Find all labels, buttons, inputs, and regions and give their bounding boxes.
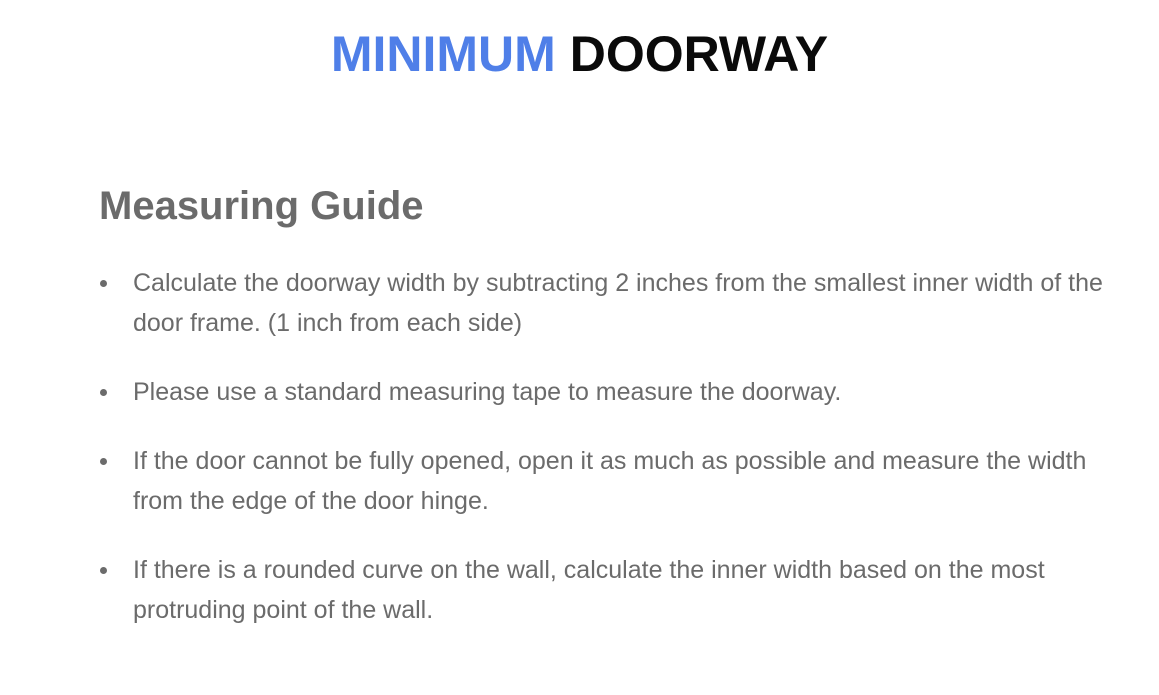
bullet-icon [100, 280, 107, 287]
list-item [0, 372, 1159, 412]
list-item-text: Please use a standard measuring tape to measure the doorway. [133, 378, 842, 406]
list-item [0, 441, 1159, 521]
title-main: DOORWAY [569, 26, 829, 82]
bullet-icon [100, 389, 107, 396]
bullet-icon [100, 567, 107, 574]
page-title [0, 24, 1159, 84]
list-item [0, 550, 1159, 630]
guide-heading: Measuring Guide [99, 184, 424, 228]
list-item-text: If there is a rounded curve on the wall, calculate the inner width based on the most protruding point of the wall. [133, 556, 1045, 624]
list-item-text: Calculate the doorway width by subtracting 2 inches from the smallest inner width of the door frame. (1 inch from each side) [133, 269, 1103, 337]
list-item-text: If the door cannot be fully opened, open it as much as possible and measure the width from the edge of the door hinge. [133, 447, 1087, 515]
guide-list [0, 263, 1159, 659]
title-accent: MINIMUM [330, 26, 556, 82]
bullet-icon [100, 458, 107, 465]
list-item [0, 263, 1159, 343]
